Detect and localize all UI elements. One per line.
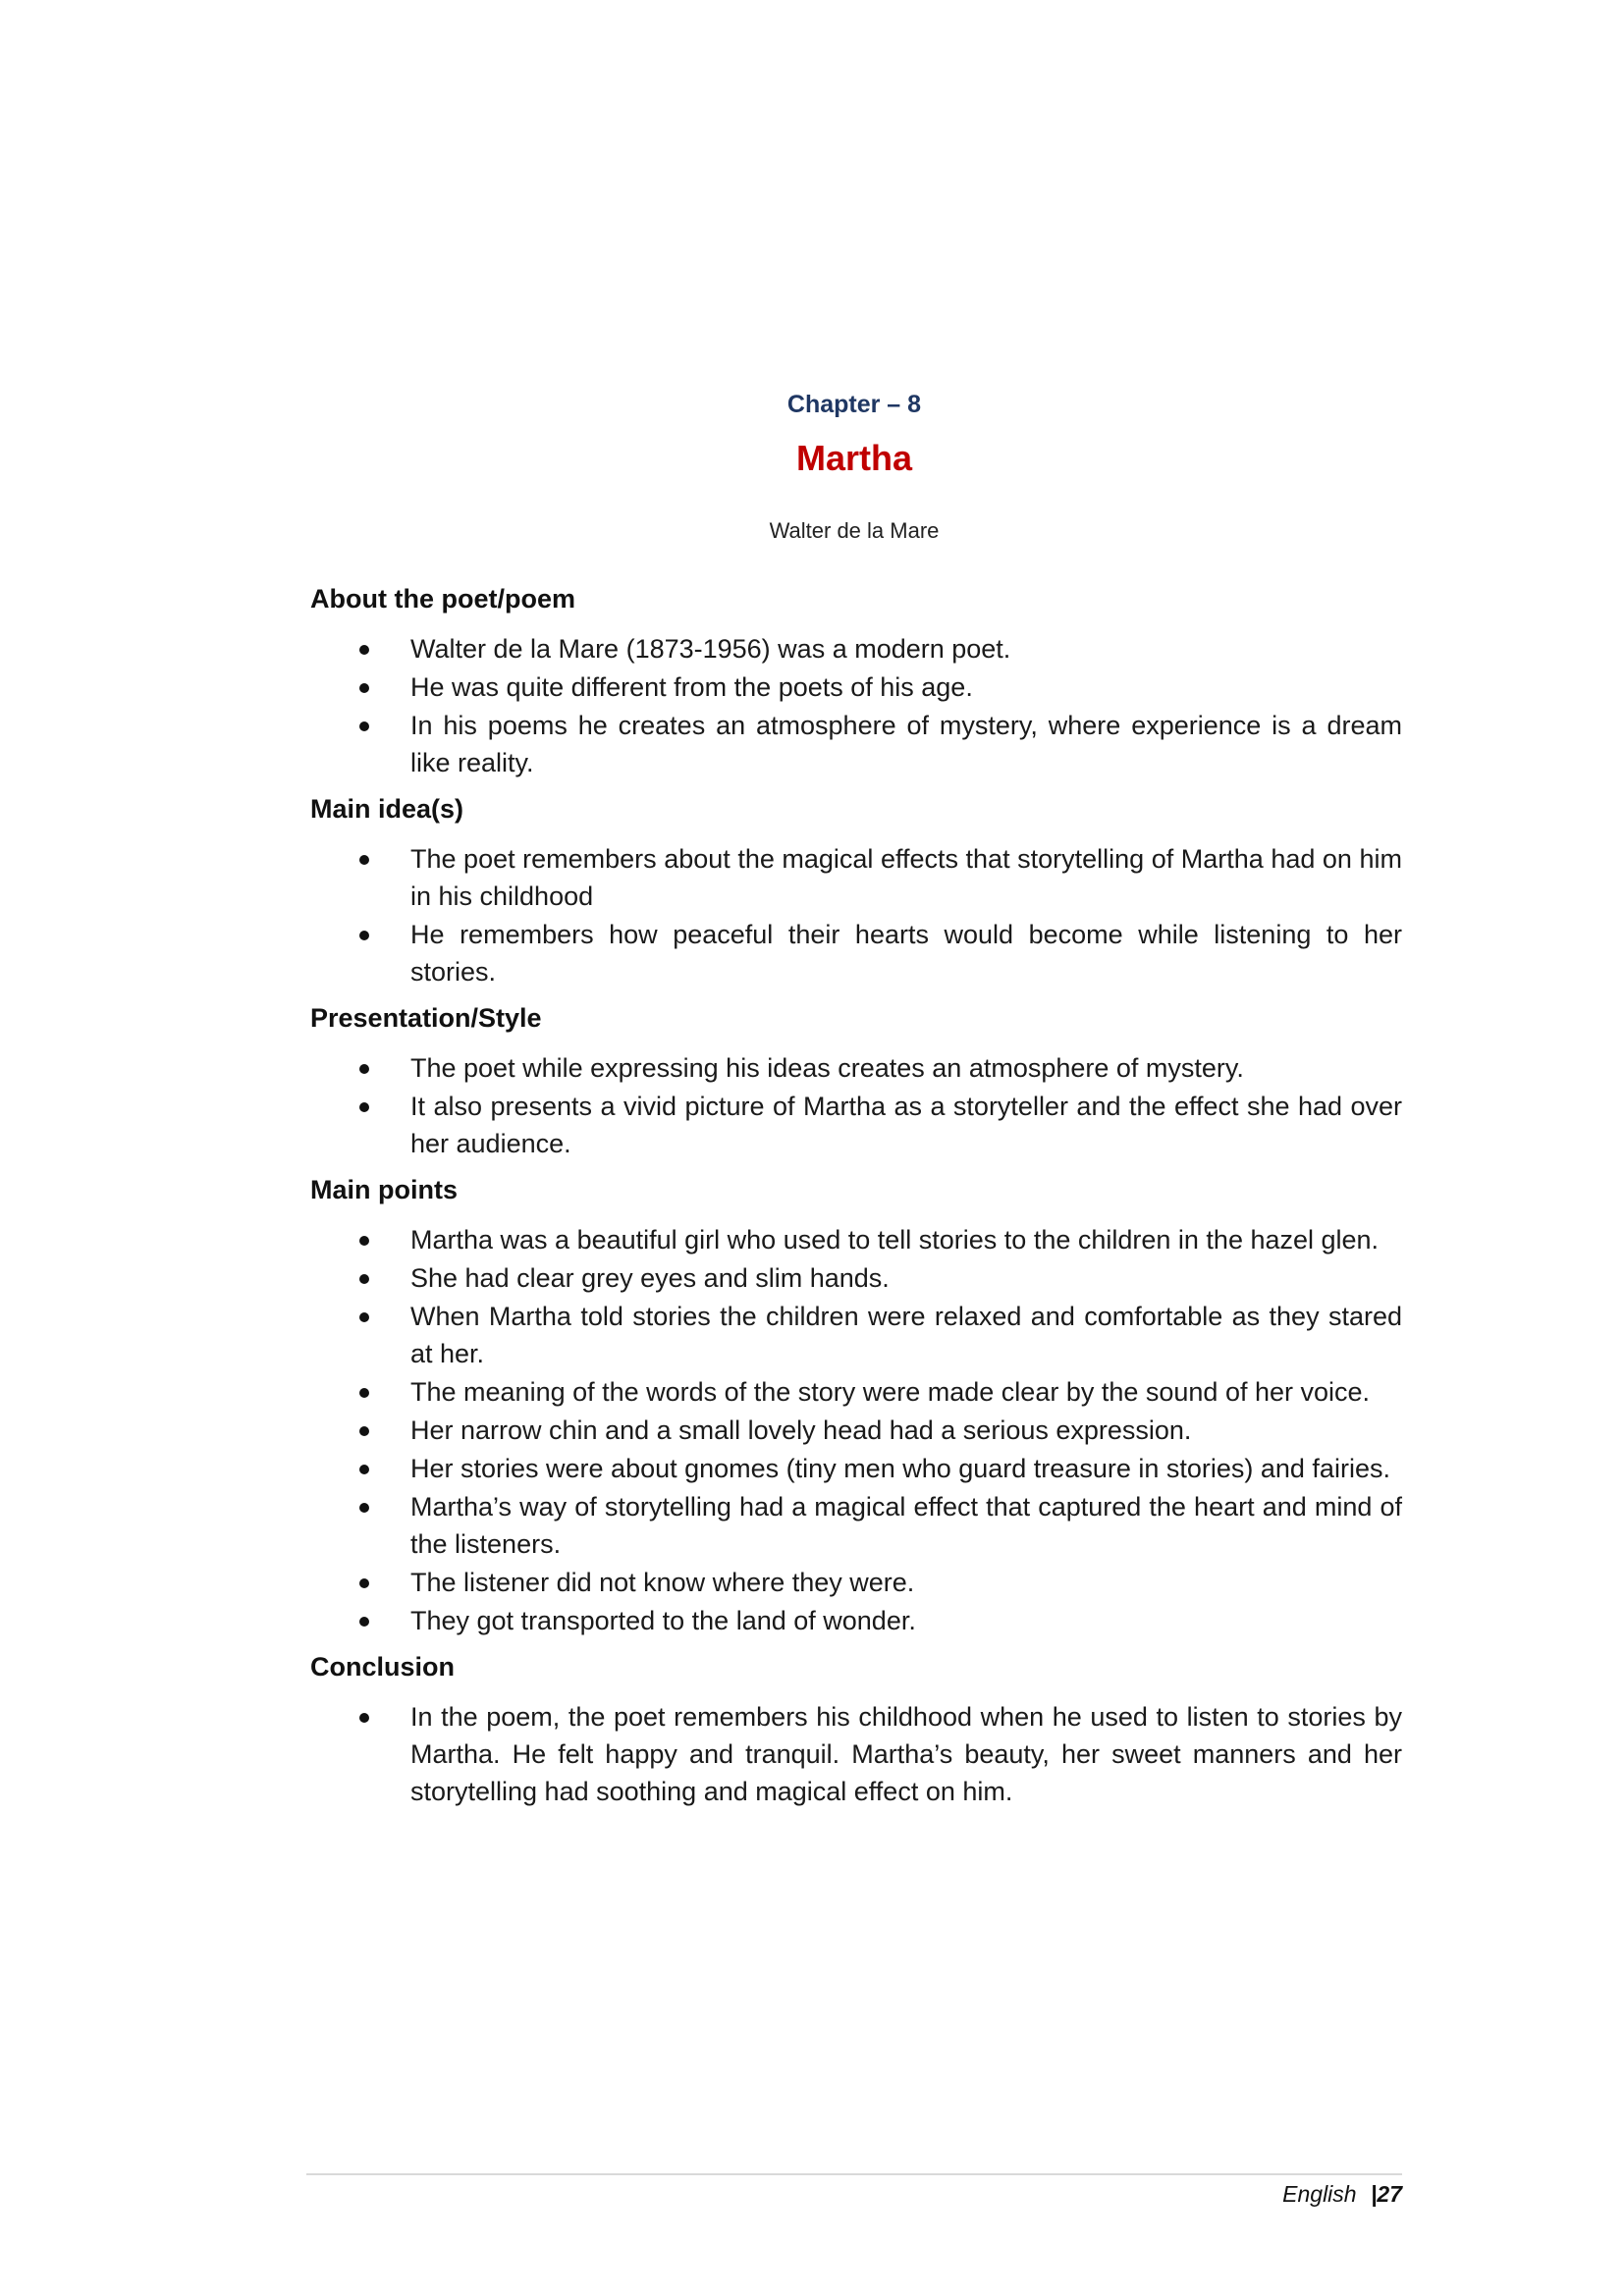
bullet-list	[310, 1221, 1402, 1639]
list-item	[310, 1373, 1402, 1411]
list-item-text: She had clear grey eyes and slim hands.	[410, 1263, 890, 1293]
list-item	[310, 1488, 1402, 1563]
list-item	[310, 1259, 1402, 1297]
bullet-icon	[359, 1102, 369, 1112]
bullet-list	[310, 840, 1402, 990]
list-item-text: In the poem, the poet remembers his childhood when he used to listen to stories by Martha. He felt happy and tranquil. Martha’s beauty, her sweet manners and her storytelling had soothing and magical effect on him.	[410, 1702, 1402, 1806]
list-item	[310, 668, 1402, 706]
list-item-text: The listener did not know where they were.	[410, 1568, 915, 1597]
list-item-text: He remembers how peaceful their hearts would become while listening to her stories.	[410, 920, 1402, 987]
bullet-icon	[359, 1578, 369, 1588]
list-item-text: He was quite different from the poets of his age.	[410, 672, 973, 702]
list-item-text: Martha was a beautiful girl who used to tell stories to the children in the hazel glen.	[410, 1225, 1380, 1255]
list-item	[310, 1412, 1402, 1449]
list-item-text: The poet while expressing his ideas creates an atmosphere of mystery.	[410, 1053, 1244, 1083]
document-body	[310, 581, 1402, 1820]
list-item-text: They got transported to the land of wonder.	[410, 1606, 916, 1635]
author-name: Walter de la Mare	[769, 518, 940, 543]
bullet-icon	[359, 1312, 369, 1322]
list-item	[310, 1450, 1402, 1487]
list-item-text: In his poems he creates an atmosphere of mystery, where experience is a dream like reality.	[410, 711, 1402, 777]
page-number: 27	[1377, 2181, 1402, 2207]
list-item-text: The meaning of the words of the story were made clear by the sound of her voice.	[410, 1377, 1371, 1407]
list-item	[310, 1088, 1402, 1162]
list-item-text: Her stories were about gnomes (tiny men who guard treasure in stories) and fairies.	[410, 1454, 1390, 1483]
bullet-icon	[359, 855, 369, 865]
bullet-icon	[359, 1274, 369, 1284]
poem-title: Martha	[795, 438, 913, 478]
list-item	[310, 707, 1402, 781]
list-item	[310, 840, 1402, 915]
bullet-icon	[359, 1064, 369, 1074]
chapter-label: Chapter – 8	[786, 391, 922, 418]
list-item	[310, 1564, 1402, 1601]
bullet-icon	[359, 1236, 369, 1246]
bullet-icon	[359, 1503, 369, 1513]
section-heading: Main points	[310, 1175, 458, 1204]
bullet-icon	[359, 1388, 369, 1398]
list-item	[310, 1602, 1402, 1639]
footer-separator: |	[1370, 2181, 1378, 2207]
bullet-icon	[359, 683, 369, 693]
list-item	[310, 1298, 1402, 1372]
section-heading: Presentation/Style	[310, 1003, 542, 1033]
list-item	[310, 1221, 1402, 1258]
bullet-icon	[359, 1617, 369, 1627]
list-item	[310, 1698, 1402, 1810]
list-item	[310, 1049, 1402, 1087]
bullet-list	[310, 1698, 1402, 1810]
bullet-list	[310, 630, 1402, 781]
bullet-icon	[359, 931, 369, 940]
list-item-text: It also presents a vivid picture of Martha as a storyteller and the effect she had over her audience.	[410, 1092, 1402, 1158]
footer-subject: English	[1282, 2181, 1357, 2207]
bullet-icon	[359, 1465, 369, 1474]
section-heading: Main idea(s)	[310, 794, 464, 824]
list-item-text: Her narrow chin and a small lovely head had a serious expression.	[410, 1415, 1192, 1445]
bullet-icon	[359, 1713, 369, 1723]
list-item	[310, 630, 1402, 667]
list-item-text: When Martha told stories the children were relaxed and comfortable as they stared at her.	[410, 1302, 1402, 1368]
bullet-icon	[359, 645, 369, 655]
bullet-list	[310, 1049, 1402, 1162]
section-heading: About the poet/poem	[310, 584, 575, 614]
list-item-text: Martha’s way of storytelling had a magical effect that captured the heart and mind of the listeners.	[410, 1492, 1402, 1559]
bullet-icon	[359, 721, 369, 731]
list-item	[310, 916, 1402, 990]
list-item-text: Walter de la Mare (1873-1956) was a modern poet.	[410, 634, 1011, 664]
list-item-text: The poet remembers about the magical effects that storytelling of Martha had on him in his childhood	[410, 844, 1402, 911]
footer-divider	[306, 2173, 1402, 2175]
bullet-icon	[359, 1426, 369, 1436]
section-heading: Conclusion	[310, 1652, 455, 1682]
page-footer	[1282, 2181, 1402, 2208]
